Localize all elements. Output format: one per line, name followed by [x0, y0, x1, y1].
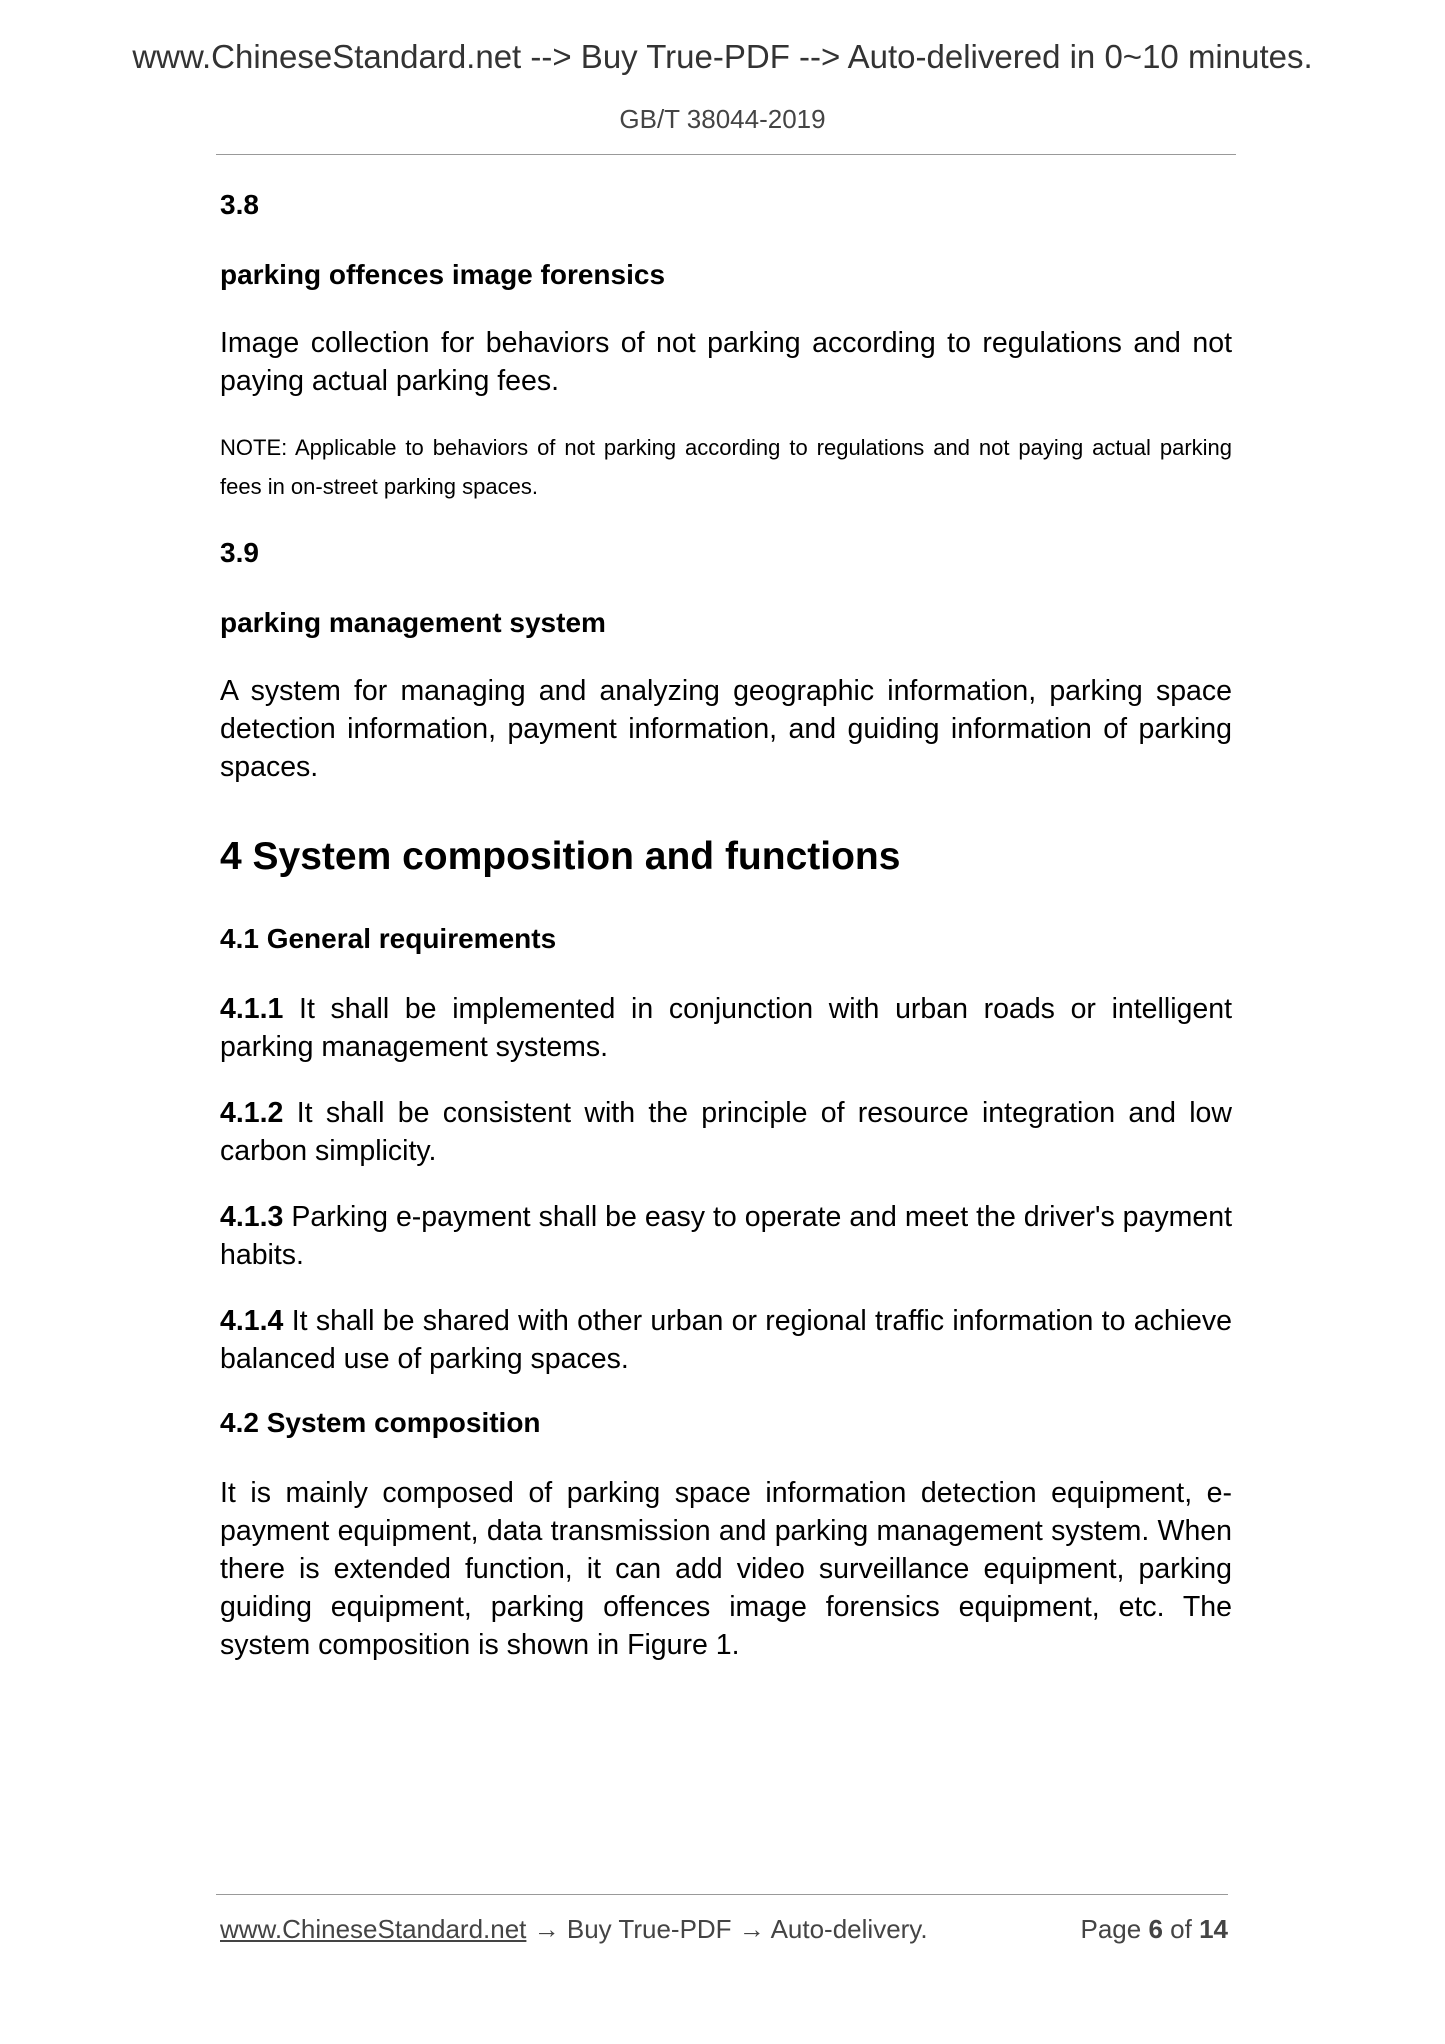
- section-4-2-heading: 4.2 System composition: [220, 1407, 541, 1438]
- clause-text: Parking e-payment shall be easy to operate and meet the driver's payment habits.: [220, 1201, 1232, 1271]
- clause-4-1-2: [220, 1094, 1232, 1170]
- clause-4-1-4: [220, 1302, 1232, 1378]
- page-label: Page: [1080, 1914, 1142, 1944]
- term-3-8-note: NOTE: Applicable to behaviors of not parking according to regulations and not paying actual parking fees in on-street parking spaces.: [220, 435, 1232, 499]
- clause-text: It shall be consistent with the principle of resource integration and low carbon simplicity.: [220, 1097, 1232, 1167]
- footer-divider: [216, 1894, 1228, 1895]
- of-label: of: [1170, 1914, 1192, 1944]
- section-4-heading: 4 System composition and functions: [220, 835, 901, 878]
- top-banner: www.ChineseStandard.net --> Buy True-PDF --> Auto-delivered in 0~10 minutes.: [132, 38, 1313, 75]
- page-number: 6: [1148, 1914, 1163, 1944]
- total-pages: 14: [1199, 1914, 1228, 1944]
- clause-text: It shall be shared with other urban or regional traffic information to achieve balanced use of parking spaces.: [220, 1305, 1232, 1375]
- footer-tagline: → Buy True-PDF → Auto-delivery.: [526, 1914, 928, 1944]
- clause-4-1-1: [220, 990, 1232, 1066]
- term-3-9-name: parking management system: [220, 607, 606, 638]
- clause-number: 4.1.4: [220, 1305, 284, 1337]
- term-3-8-name: parking offences image forensics: [220, 259, 666, 290]
- term-3-8-number: 3.8: [220, 189, 259, 220]
- term-3-9-number: 3.9: [220, 537, 259, 568]
- clause-number: 4.1.2: [220, 1097, 284, 1129]
- clause-4-1-3: [220, 1198, 1232, 1274]
- document-code: GB/T 38044-2019: [619, 104, 826, 134]
- clause-number: 4.1.3: [220, 1201, 284, 1233]
- term-3-8-definition: Image collection for behaviors of not parking according to regulations and not paying actual parking fees.: [220, 327, 1232, 397]
- term-3-9-definition: A system for managing and analyzing geographic information, parking space detection information, payment information, and guiding information of parking spaces.: [220, 675, 1232, 783]
- clause-number: 4.1.1: [220, 993, 284, 1025]
- page-indicator: [1080, 1914, 1228, 1945]
- section-4-2-body: It is mainly composed of parking space information detection equipment, e-payment equipment, data transmission and parking management system. When there is extended function, it can add video surveillance equipment, parking guiding equipment, parking offences image forensics equipment, etc. The system composition is shown in Figure 1.: [220, 1477, 1232, 1661]
- section-4-1-heading: 4.1 General requirements: [220, 923, 557, 954]
- header-divider: [216, 154, 1236, 155]
- clause-text: It shall be implemented in conjunction with urban roads or intelligent parking management systems.: [220, 993, 1232, 1063]
- page-content: [220, 188, 1232, 1692]
- footer-site-link[interactable]: www.ChineseStandard.net: [220, 1914, 527, 1944]
- footer: [220, 1914, 1228, 1945]
